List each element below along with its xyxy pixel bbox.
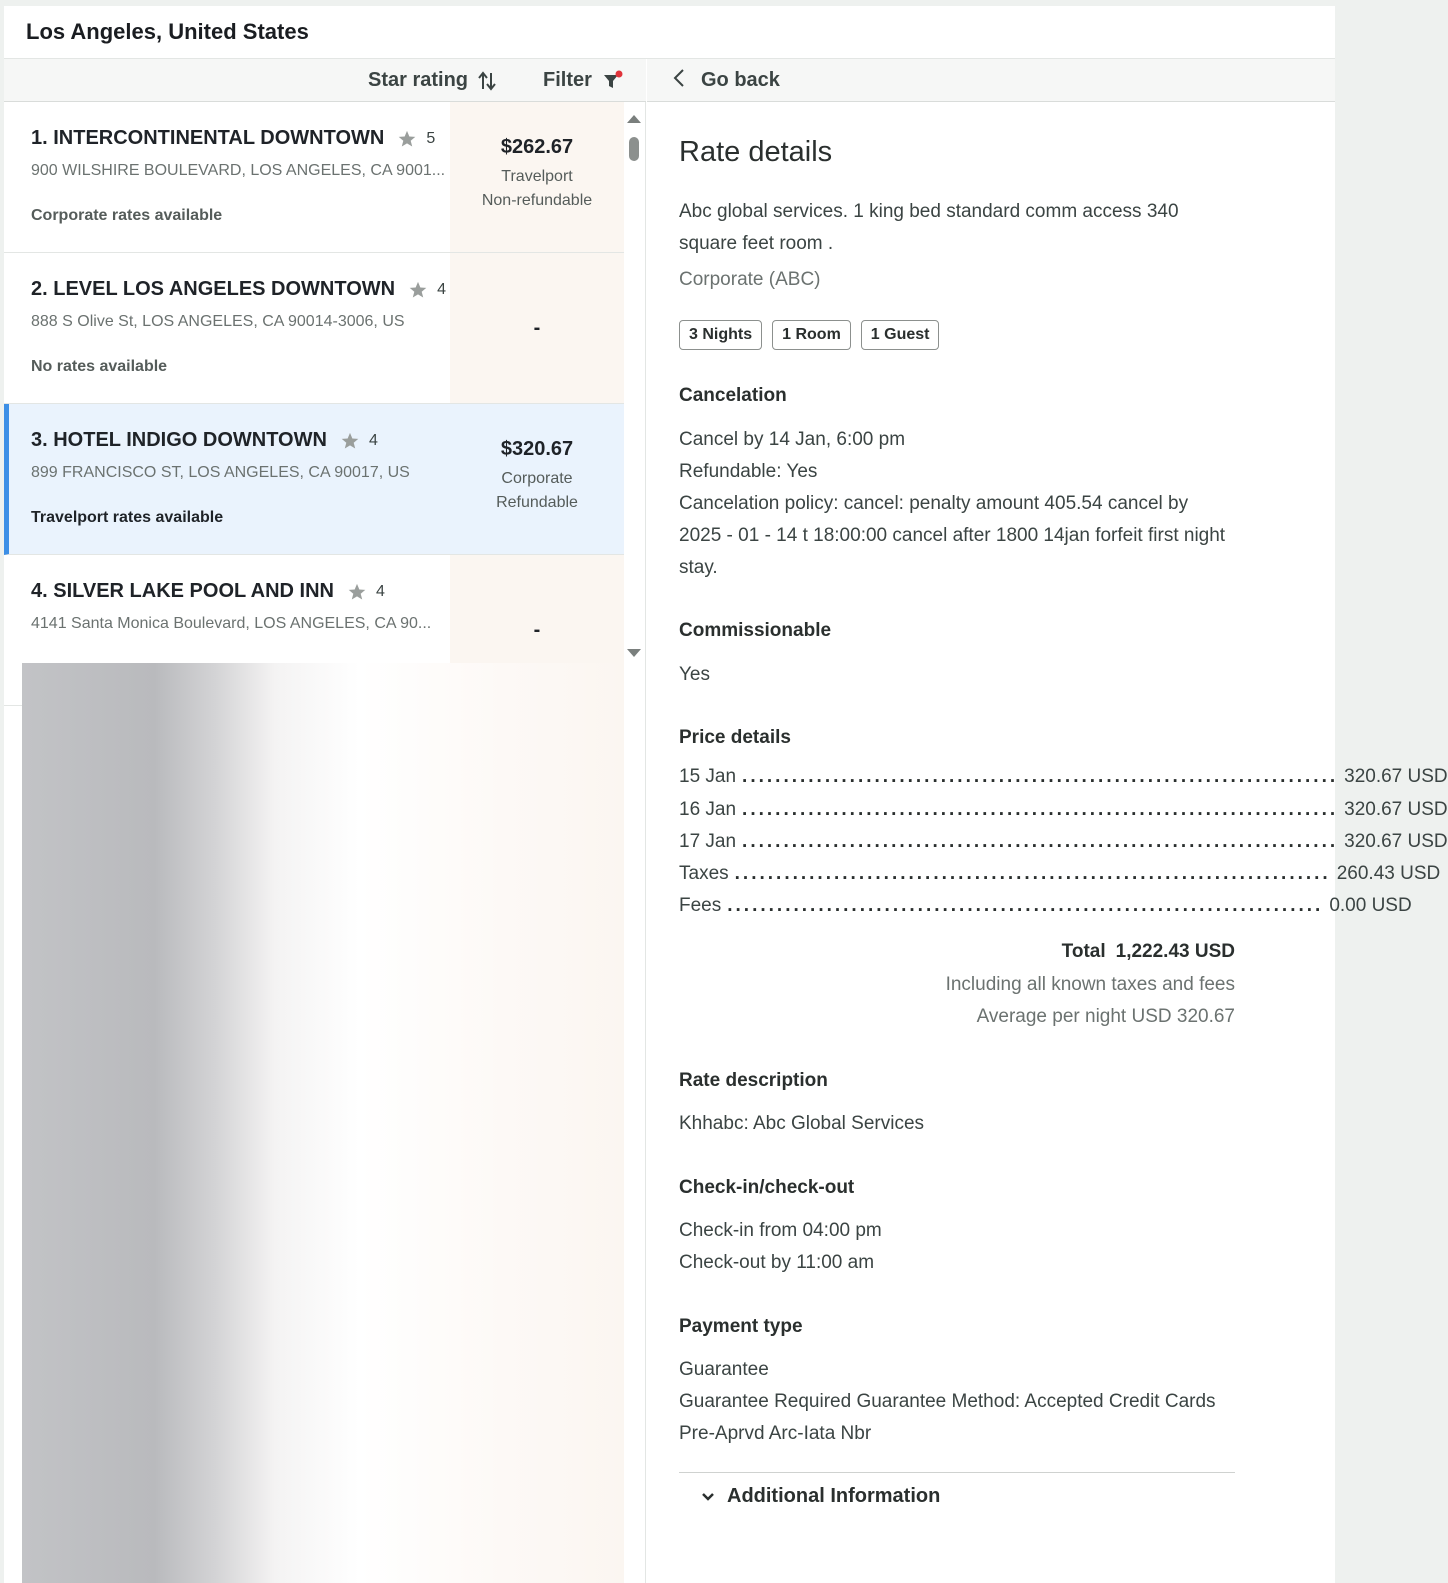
cancel-policy: Cancelation policy: cancel: penalty amount 405.54 cancel by 2025 - 01 - 14 t 18:00:00 cancel after 1800 14jan forfeit first night stay. bbox=[679, 493, 1226, 578]
filter-button[interactable] bbox=[543, 59, 624, 102]
leader-dots: ........................................................................ bbox=[742, 831, 1339, 852]
chevron-left-icon bbox=[673, 68, 685, 94]
additional-info-toggle[interactable] bbox=[701, 1485, 940, 1508]
price-row-label: 17 Jan bbox=[679, 831, 737, 852]
rate-plan: Corporate (ABC) bbox=[679, 269, 821, 290]
scroll-up-arrow-icon[interactable] bbox=[627, 115, 641, 123]
refund-status: Refundable bbox=[496, 494, 578, 511]
details-toolbar bbox=[647, 59, 1335, 102]
obscured-region bbox=[22, 663, 624, 1583]
hotel-name-row bbox=[31, 429, 378, 452]
hotel-address: 888 S Olive St, LOS ANGELES, CA 90014-3006, US bbox=[31, 313, 405, 330]
hotel-price: $262.67 bbox=[500, 136, 574, 158]
rooms-chip: 1 Room bbox=[772, 320, 851, 350]
price-row bbox=[679, 863, 1441, 895]
cancel-by: Cancel by 14 Jan, 6:00 pm bbox=[679, 429, 906, 450]
cancelation-heading: Cancelation bbox=[679, 385, 787, 406]
star-icon bbox=[341, 432, 359, 450]
leader-dots: ........................................................................ bbox=[742, 799, 1339, 820]
hotel-card-selected[interactable] bbox=[4, 404, 624, 555]
leader-dots: ........................................................................ bbox=[727, 895, 1324, 916]
sort-star-rating-button[interactable] bbox=[368, 59, 496, 102]
star-icon bbox=[409, 281, 427, 299]
hotel-rating: 4 bbox=[437, 280, 447, 298]
filter-icon bbox=[602, 70, 624, 92]
commissionable-value: Yes bbox=[679, 664, 710, 685]
commissionable-heading: Commissionable bbox=[679, 620, 832, 641]
price-row-value: 260.43 USD bbox=[1336, 863, 1441, 884]
hotel-address: 900 WILSHIRE BOULEVARD, LOS ANGELES, CA 9001... bbox=[31, 162, 446, 179]
price-row bbox=[679, 799, 1448, 831]
app-window bbox=[4, 6, 1448, 1583]
hotel-name: 3. HOTEL INDIGO DOWNTOWN bbox=[31, 429, 327, 451]
scroll-thumb[interactable] bbox=[629, 137, 639, 161]
payment-heading: Payment type bbox=[679, 1316, 803, 1337]
star-icon bbox=[348, 583, 366, 601]
hotel-price: - bbox=[533, 317, 541, 339]
price-row-label: Taxes bbox=[679, 863, 729, 884]
results-panel bbox=[4, 59, 646, 1583]
price-row bbox=[679, 895, 1412, 927]
leader-dots: ........................................................................ bbox=[734, 863, 1331, 884]
scroll-down-arrow-icon[interactable] bbox=[627, 649, 641, 657]
hotel-name: 2. LEVEL LOS ANGELES DOWNTOWN bbox=[31, 278, 396, 300]
list-scrollbar[interactable] bbox=[624, 102, 644, 663]
price-row-value: 320.67 USD bbox=[1344, 799, 1448, 820]
title-bar bbox=[4, 6, 1335, 59]
rate-details-panel bbox=[647, 59, 1448, 1583]
hotel-rating: 4 bbox=[368, 431, 378, 449]
hotel-name-row bbox=[31, 127, 435, 150]
price-row bbox=[679, 831, 1448, 863]
price-column bbox=[450, 253, 624, 403]
additional-info-label: Additional Information bbox=[727, 1485, 941, 1507]
price-row-value: 320.67 USD bbox=[1344, 831, 1448, 852]
star-icon bbox=[398, 130, 416, 148]
payment-type: Guarantee bbox=[679, 1359, 769, 1380]
hotel-price: $320.67 bbox=[500, 438, 574, 460]
hotel-availability: No rates available bbox=[31, 358, 168, 375]
refund-status: Non-refundable bbox=[481, 192, 593, 209]
hotel-card[interactable] bbox=[4, 102, 624, 253]
refundable: Refundable: Yes bbox=[679, 461, 818, 482]
results-toolbar bbox=[4, 59, 646, 102]
rate-description-value: Khhabc: Abc Global Services bbox=[679, 1113, 925, 1134]
filter-label: Filter bbox=[543, 69, 592, 91]
hotel-address: 899 FRANCISCO ST, LOS ANGELES, CA 90017, US bbox=[31, 464, 410, 481]
total-label: Total bbox=[1061, 941, 1106, 962]
price-column bbox=[450, 404, 624, 554]
price-row-value: 320.67 USD bbox=[1344, 766, 1448, 787]
total-row bbox=[1062, 941, 1235, 963]
hotel-availability: Corporate rates available bbox=[31, 207, 223, 224]
checkin-time: Check-in from 04:00 pm bbox=[679, 1220, 882, 1241]
hotel-card[interactable] bbox=[4, 253, 624, 404]
details-title: Rate details bbox=[679, 136, 833, 168]
hotel-name-row bbox=[31, 278, 446, 301]
rate-source: Travelport bbox=[501, 168, 573, 185]
go-back-label: Go back bbox=[701, 69, 780, 91]
price-column bbox=[450, 102, 624, 252]
divider bbox=[679, 1472, 1235, 1473]
guests-chip: 1 Guest bbox=[861, 320, 940, 350]
hotel-list bbox=[4, 102, 624, 663]
hotel-rating: 4 bbox=[376, 582, 385, 600]
price-row-label: Fees bbox=[679, 895, 722, 916]
sort-icon bbox=[478, 71, 496, 91]
chevron-down-icon bbox=[701, 1485, 715, 1508]
nights-chip: 3 Nights bbox=[679, 320, 762, 350]
rate-description-heading: Rate description bbox=[679, 1070, 828, 1091]
payment-detail: Guarantee Required Guarantee Method: Accepted Credit Cards Pre-Aprvd Arc-Iata Nbr bbox=[679, 1391, 1216, 1444]
price-details-heading: Price details bbox=[679, 727, 791, 748]
price-row-value: 0.00 USD bbox=[1329, 895, 1412, 916]
checkin-heading: Check-in/check-out bbox=[679, 1177, 855, 1198]
page-title: Los Angeles, United States bbox=[26, 19, 309, 44]
checkout-time: Check-out by 11:00 am bbox=[679, 1252, 875, 1273]
hotel-name: 4. SILVER LAKE POOL AND INN bbox=[31, 580, 334, 602]
hotel-availability: Travelport rates available bbox=[31, 509, 224, 526]
total-value: 1,222.43 USD bbox=[1115, 941, 1235, 962]
hotel-rating: 5 bbox=[426, 129, 436, 147]
stay-chips bbox=[679, 320, 939, 350]
price-row-label: 16 Jan bbox=[679, 799, 737, 820]
room-description: Abc global services. 1 king bed standard comm access 340 square feet room . bbox=[679, 201, 1179, 254]
average-per-night: Average per night USD 320.67 bbox=[976, 1006, 1235, 1027]
hotel-price: - bbox=[533, 619, 541, 641]
price-row-label: 15 Jan bbox=[679, 766, 737, 787]
go-back-button[interactable] bbox=[673, 59, 780, 102]
leader-dots: ........................................................................ bbox=[742, 766, 1339, 787]
price-row bbox=[679, 766, 1448, 798]
hotel-name-row bbox=[31, 580, 385, 603]
rate-source: Corporate bbox=[501, 470, 573, 487]
sort-label: Star rating bbox=[368, 69, 469, 91]
hotel-name: 1. INTERCONTINENTAL DOWNTOWN bbox=[31, 127, 385, 149]
hotel-address: 4141 Santa Monica Boulevard, LOS ANGELES, CA 90... bbox=[31, 615, 432, 632]
tax-note: Including all known taxes and fees bbox=[945, 974, 1235, 995]
